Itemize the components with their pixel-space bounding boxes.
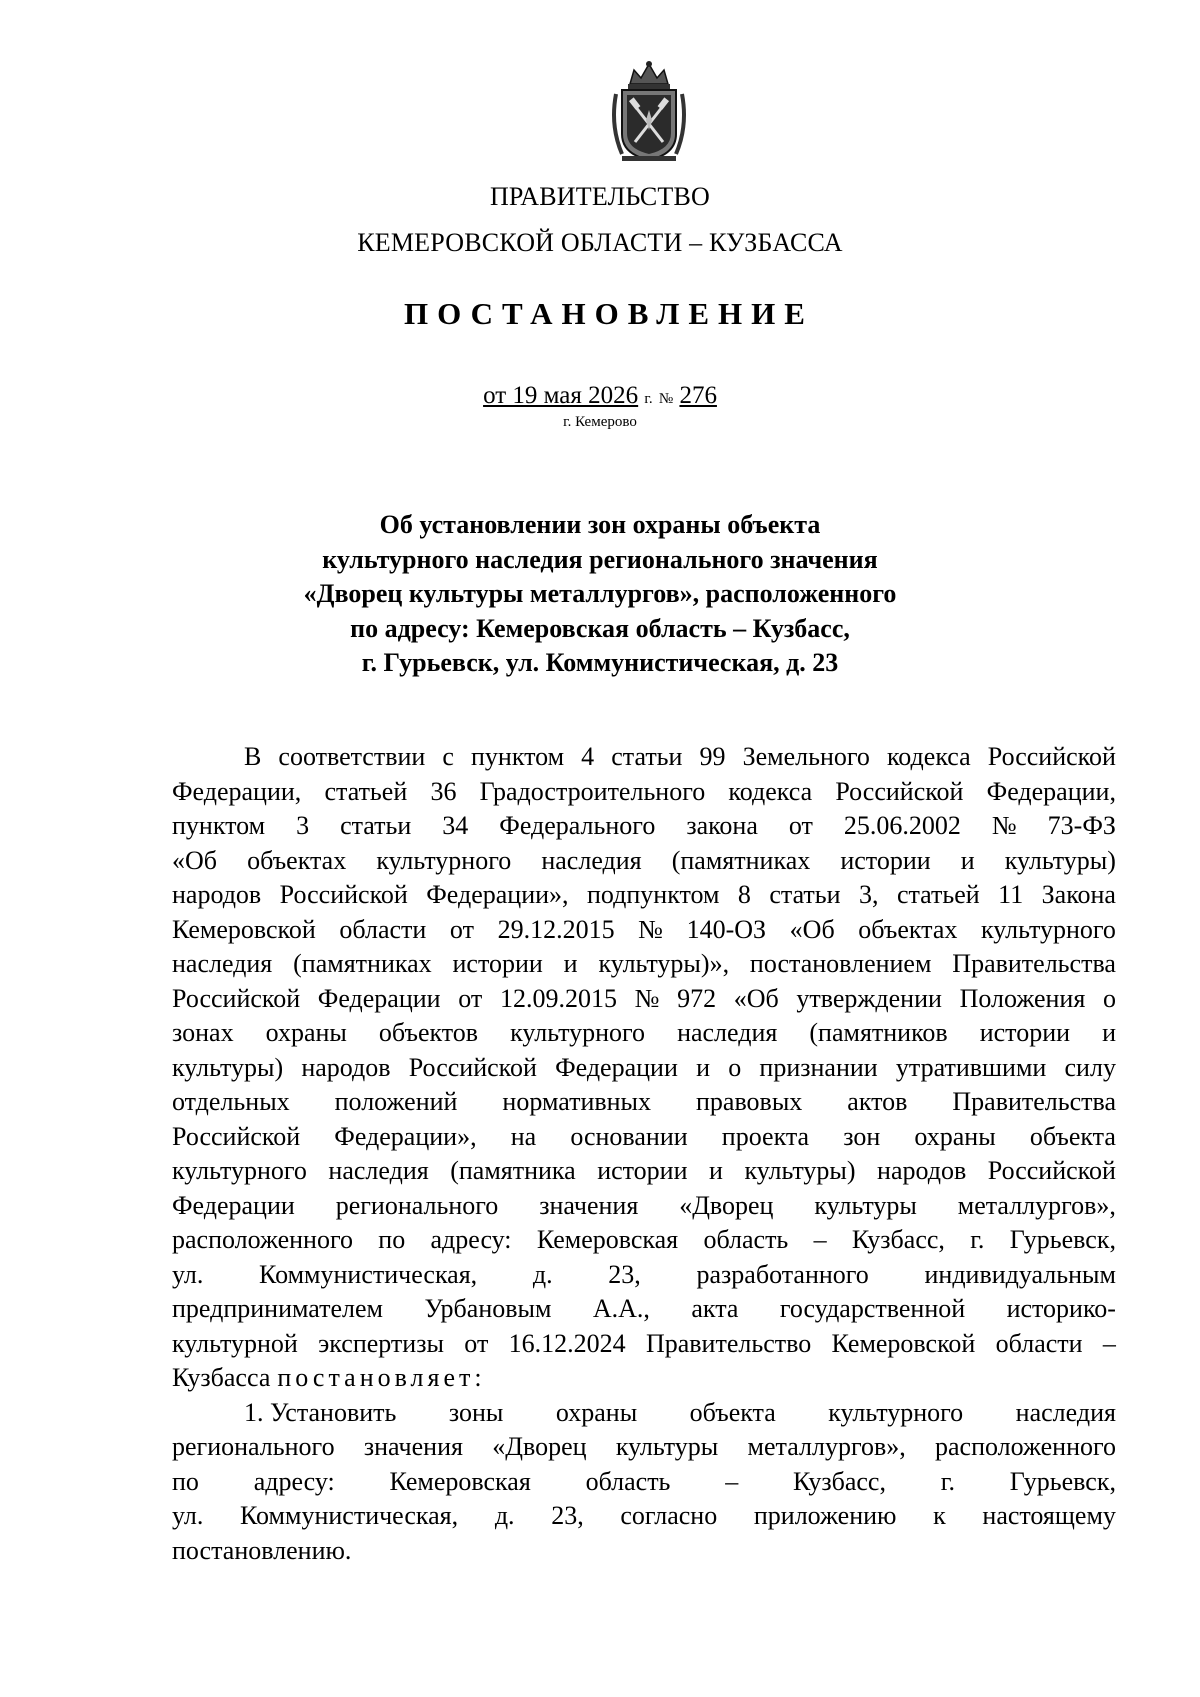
body-word: (памятников	[809, 1018, 948, 1047]
body-word: народов	[301, 1052, 391, 1082]
body-word: 4	[581, 742, 595, 771]
body-word: народов	[172, 880, 262, 909]
body-word: регионального	[335, 1190, 499, 1220]
body-word: Правительство	[645, 1328, 812, 1358]
body-line	[172, 1396, 1116, 1431]
body-word: актов	[847, 1087, 908, 1116]
body-word: отдельных	[172, 1087, 290, 1116]
body-word: статьей	[324, 776, 408, 806]
body-word: Правительства	[952, 1087, 1116, 1116]
body-word: культурного	[172, 1156, 307, 1185]
body-word: кодекса	[728, 776, 813, 806]
body-word: зонах	[172, 1018, 234, 1047]
body-word: закона	[686, 811, 758, 840]
body-word: 25.06.2002	[843, 811, 961, 840]
body-word: и	[960, 845, 975, 875]
body-word: от	[458, 983, 483, 1013]
body-word: статьи	[769, 880, 841, 909]
body-word: охраны	[914, 1121, 996, 1151]
body-word: соответствии	[278, 742, 426, 771]
body-line	[172, 1534, 1116, 1569]
body-word: Федерального	[499, 811, 656, 840]
body-word: акта	[691, 1294, 739, 1323]
body-word: государственной	[779, 1294, 966, 1323]
body-word: Земельного	[742, 742, 870, 771]
number-sign: №	[658, 391, 674, 407]
body-word: область	[585, 1466, 671, 1496]
body-word: объекта	[1029, 1121, 1116, 1151]
body-word: 3	[296, 811, 310, 840]
year-suffix: г.	[644, 391, 653, 407]
body-word: экспертизы	[318, 1328, 444, 1358]
body-word: «Дворец	[492, 1432, 587, 1461]
body-word: предпринимателем	[172, 1294, 384, 1323]
body-word: 972	[677, 983, 717, 1013]
body-word: Кузбасс,	[851, 1225, 945, 1254]
body-word: металлургов»,	[957, 1190, 1116, 1220]
body-line	[172, 1189, 1116, 1224]
body-word: 16.12.2024	[508, 1328, 626, 1358]
body-word: культурного	[828, 1397, 964, 1427]
body-word: Положения	[959, 983, 1086, 1013]
body-line	[172, 1154, 1116, 1189]
region-name: КЕМЕРОВСКОЙ ОБЛАСТИ – КУЗБАССА	[357, 228, 843, 257]
body-line	[172, 1465, 1116, 1500]
body-word: №	[991, 811, 1017, 840]
body-word: Кемеровская	[536, 1225, 679, 1254]
body-line	[172, 878, 1116, 913]
body-word: с	[442, 742, 454, 771]
body-word: 73-ФЗ	[1047, 811, 1116, 840]
body-line	[172, 913, 1116, 948]
body-word: от	[464, 1328, 489, 1358]
body-word: культурного	[510, 1018, 646, 1047]
body-word: наследия	[677, 1018, 778, 1047]
body-word: Российской	[279, 880, 408, 909]
body-word: на	[510, 1121, 537, 1151]
body-word: расположенного	[935, 1432, 1116, 1461]
body-word: зоны	[448, 1397, 504, 1427]
body-word: (памятниках	[293, 949, 432, 978]
body-word: значения	[363, 1432, 463, 1461]
body-word: 1. Установить	[244, 1397, 397, 1427]
body-word: Федерации,	[172, 776, 302, 806]
body-word: признании	[759, 1052, 878, 1082]
body-word: Российской	[172, 1121, 301, 1151]
body-word: Урбановым	[424, 1294, 552, 1323]
body-line	[172, 809, 1116, 844]
body-word: статьи	[340, 811, 412, 840]
body-line	[172, 1499, 1116, 1534]
body-word: индивидуальным	[924, 1259, 1116, 1289]
body-line	[172, 740, 1116, 775]
body-word: по	[378, 1225, 406, 1254]
body-word: Российской	[408, 1052, 537, 1082]
body-word: культуры)	[172, 1052, 284, 1082]
body-word: (памятниках	[671, 845, 811, 875]
body-word: наследия	[172, 949, 273, 978]
body-word: наследия	[1015, 1397, 1116, 1427]
body-word: объектах	[858, 914, 958, 944]
body-word: –	[1102, 1328, 1116, 1358]
body-word: области	[339, 914, 427, 944]
body-word: к	[933, 1501, 946, 1530]
body-word: и	[709, 1156, 723, 1185]
body-line	[172, 1223, 1116, 1258]
body-word: и	[696, 1052, 710, 1082]
document-number: 276	[679, 382, 717, 409]
body-line	[172, 1120, 1116, 1155]
body-line	[172, 1361, 1116, 1396]
body-word: подпунктом	[586, 880, 720, 909]
body-line	[172, 1085, 1116, 1120]
body-word: В	[244, 742, 262, 771]
body-word: Федерации»,	[426, 880, 569, 909]
body-word: Кузбасса	[172, 1363, 271, 1392]
document-title	[0, 508, 1200, 681]
body-word: пунктом	[172, 811, 266, 840]
body-word: утратившими	[895, 1052, 1047, 1082]
body-word: 36	[430, 776, 457, 806]
body-word: (памятника	[450, 1156, 576, 1185]
body-word: Правительства	[952, 949, 1116, 978]
body-word: культурной	[172, 1328, 298, 1358]
body-word: объектов	[378, 1018, 479, 1047]
body-word: «Об	[733, 983, 779, 1013]
body-word: 29.12.2015	[497, 914, 615, 944]
body-word: –	[813, 1225, 827, 1254]
body-word: культуры)	[744, 1156, 856, 1185]
body-word: металлургов»,	[747, 1432, 906, 1461]
body-word: Кузбасс,	[792, 1466, 886, 1496]
body-word: и	[1102, 1018, 1116, 1047]
body-line	[172, 1292, 1116, 1327]
body-word: наследия	[541, 845, 642, 875]
body-word: 8	[737, 880, 751, 909]
body-word: положений	[334, 1087, 458, 1116]
body-word: от	[788, 811, 813, 840]
body-word: постановлению.	[172, 1535, 352, 1565]
body-word: культурного	[980, 914, 1116, 944]
body-word: 11	[998, 880, 1024, 909]
body-word: Гурьевск,	[1009, 1466, 1116, 1496]
body-word: силу	[1064, 1052, 1116, 1082]
body-word: по	[172, 1466, 199, 1496]
body-word: о	[728, 1052, 742, 1082]
body-word: разработанного	[696, 1259, 869, 1289]
body-word: статьей	[896, 880, 980, 909]
government-name: ПРАВИТЕЛЬСТВО	[489, 182, 711, 211]
body-word: истории	[979, 1018, 1071, 1047]
body-word: культуры	[615, 1432, 719, 1461]
body-word: Коммунистическая,	[240, 1501, 459, 1530]
body-line	[172, 1016, 1116, 1051]
body-word: Российской	[987, 742, 1116, 771]
body-word: №	[634, 983, 660, 1013]
city: г. Кемерово	[563, 414, 637, 430]
body-word: культурного	[376, 845, 512, 875]
body-word: 23,	[551, 1501, 584, 1530]
body-word: 23,	[608, 1259, 641, 1289]
body-word: 140-ОЗ	[686, 914, 767, 944]
body-line	[172, 1430, 1116, 1465]
title-line: «Дворец культуры металлургов», расположенного	[303, 579, 897, 608]
body-word: «Дворец	[679, 1190, 774, 1220]
body-word: области	[995, 1328, 1083, 1358]
title-line: культурного наследия регионального значения	[322, 544, 878, 574]
body-line	[172, 1258, 1116, 1293]
body-word: постановляет:	[277, 1363, 486, 1392]
body-word: народов	[877, 1156, 967, 1185]
body-word: объекта	[689, 1397, 776, 1427]
body-word: А.А.,	[592, 1294, 650, 1323]
body-word: охраны	[555, 1397, 638, 1427]
body-word: охраны	[265, 1018, 347, 1047]
coat-of-arms-emblem	[608, 60, 690, 164]
body-word: область	[703, 1225, 789, 1254]
body-word: Федерации	[555, 1052, 678, 1082]
body-word: истории	[597, 1156, 688, 1185]
body-word: Федерации,	[986, 776, 1116, 806]
body-word: Кемеровская	[389, 1466, 531, 1496]
body-word: «Об	[172, 845, 218, 875]
body-word: постановлением	[749, 949, 932, 978]
body-word: Градостроительного	[479, 776, 706, 806]
body-word: зон	[843, 1121, 881, 1151]
body-word: д.	[532, 1259, 553, 1289]
body-line	[172, 1327, 1116, 1362]
body-line	[172, 844, 1116, 879]
body-word: д.	[494, 1501, 515, 1530]
body-word: «Об	[789, 914, 835, 944]
body-word: адресу:	[430, 1225, 512, 1254]
body-line	[172, 982, 1116, 1017]
body-word: ул.	[172, 1259, 204, 1289]
body-word: –	[725, 1466, 739, 1496]
body-word: г.	[970, 1225, 985, 1254]
body-word: значения	[539, 1190, 639, 1220]
document-body	[172, 740, 1116, 1568]
body-word: историко-	[1006, 1294, 1116, 1323]
body-word: правовых	[696, 1087, 803, 1116]
body-word: настоящему	[982, 1501, 1116, 1530]
body-line	[172, 947, 1116, 982]
body-word: от	[449, 914, 474, 944]
body-word: расположенного	[172, 1225, 353, 1254]
body-word: Российской	[987, 1156, 1116, 1185]
body-word: 34	[442, 811, 469, 840]
body-word: истории	[840, 845, 931, 875]
body-word: объектах	[247, 845, 347, 875]
title-line: Об установлении зон охраны объекта	[379, 510, 821, 539]
body-word: наследия	[328, 1156, 429, 1185]
body-word: Федерации	[172, 1190, 295, 1220]
body-word: культуры	[814, 1190, 917, 1220]
body-word: Российской	[172, 983, 301, 1013]
body-word: ул.	[172, 1501, 204, 1530]
body-word: Российской	[835, 776, 964, 806]
body-word: Федерации»,	[334, 1121, 477, 1151]
document-date: от 19 мая 2026	[483, 382, 639, 409]
body-word: культуры)»,	[598, 949, 730, 978]
title-line: г. Гурьевск, ул. Коммунистическая, д. 23	[361, 648, 839, 677]
body-word: статьи	[611, 742, 683, 771]
body-word: согласно	[620, 1501, 718, 1530]
body-word: 3,	[859, 880, 879, 909]
body-word: 12.09.2015	[499, 983, 617, 1013]
body-word: регионального	[172, 1432, 335, 1461]
body-word: Закона	[1041, 880, 1116, 909]
body-word: г.	[940, 1466, 955, 1496]
body-word: 99	[699, 742, 726, 771]
body-word: культуры)	[1004, 845, 1116, 875]
body-word: адресу:	[253, 1466, 335, 1496]
body-word: о	[1102, 983, 1116, 1013]
body-word: нормативных	[502, 1087, 652, 1116]
body-word: Коммунистическая,	[259, 1259, 478, 1289]
body-word: и	[563, 949, 578, 978]
body-word: утверждении	[796, 983, 942, 1013]
body-word: Гурьевск,	[1009, 1225, 1116, 1254]
body-word: Кемеровской	[831, 1328, 976, 1358]
body-word: проекта	[721, 1121, 810, 1151]
body-word: кодекса	[886, 742, 971, 771]
body-word: истории	[452, 949, 543, 978]
body-line	[172, 1051, 1116, 1086]
document-type: ПОСТАНОВЛЕНИЕ	[404, 296, 814, 331]
date-line	[0, 382, 1200, 410]
body-word: приложению	[753, 1501, 897, 1530]
body-word: Кемеровской	[172, 914, 316, 944]
body-word: Федерации	[317, 983, 441, 1013]
body-word: №	[638, 914, 663, 944]
body-line	[172, 775, 1116, 810]
title-line: по адресу: Кемеровская область – Кузбасс,	[350, 613, 850, 643]
body-word: пунктом	[471, 742, 565, 771]
body-word: основании	[570, 1121, 688, 1151]
